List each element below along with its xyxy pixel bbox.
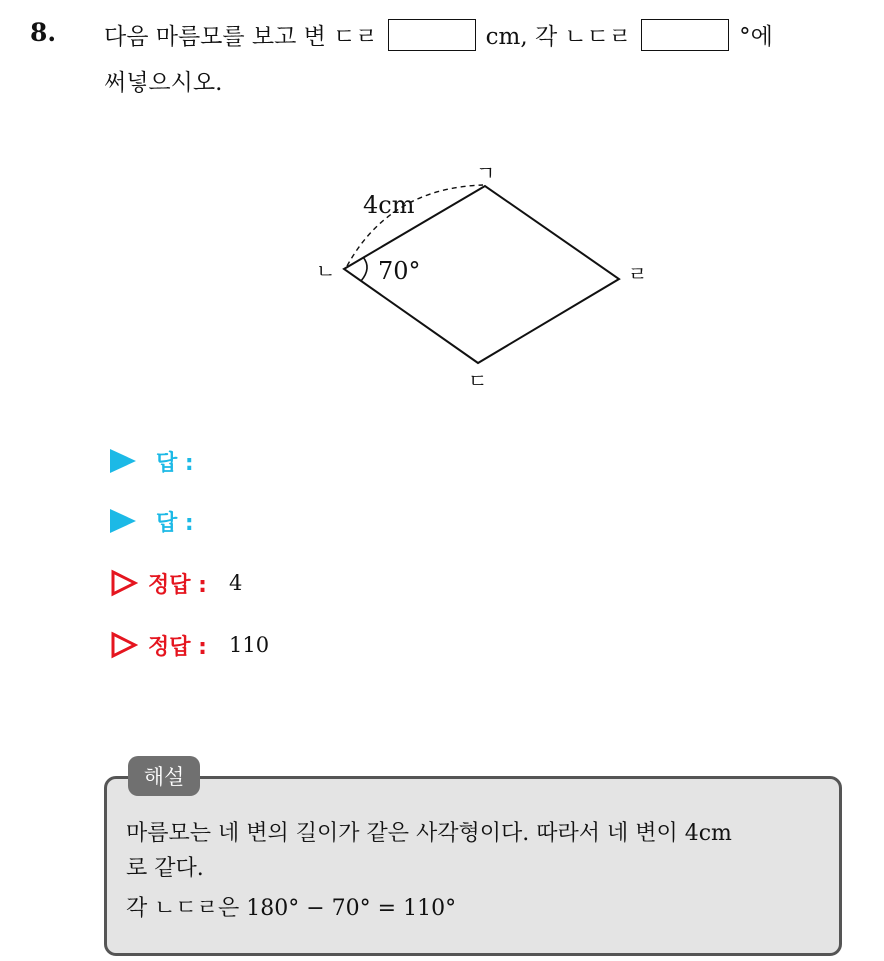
solution-value: 4: [228, 571, 243, 595]
angle-arc: [361, 257, 367, 281]
question-text-part1: 다음 마름모를 보고 변 ㄷㄹ: [104, 24, 378, 50]
play-triangle-icon: [110, 449, 136, 473]
question-text-part2: cm, 각 ㄴㄷㄹ: [485, 24, 632, 50]
question-number: 8.: [30, 18, 57, 47]
solution-label: 정답 :: [148, 634, 207, 660]
question-text-part3: °에: [739, 24, 773, 50]
answer-row-2: [110, 503, 216, 539]
vertex-label-top: ㄱ: [476, 161, 496, 185]
solution-value: 110: [228, 633, 270, 657]
side-length-label: 4cm: [363, 191, 415, 219]
vertex-label-left: ㄴ: [316, 259, 336, 283]
answer-label: 답 :: [156, 510, 194, 536]
vertex-label-bottom: ㄷ: [468, 369, 488, 393]
answer-label: 답 :: [156, 450, 194, 476]
rhombus-figure: [0, 0, 884, 420]
solution-row-2: [110, 627, 269, 663]
explanation-box: [104, 776, 842, 956]
solution-label: 정답 :: [148, 572, 207, 598]
explanation-line3: 각 ㄴㄷㄹ은 180° − 70° = 110°: [126, 896, 457, 921]
outline-triangle-icon: [110, 569, 138, 597]
explanation-tag: 해설: [128, 756, 200, 796]
angle-label: 70°: [378, 257, 421, 285]
answer-row-1: [110, 443, 216, 479]
outline-triangle-icon: [110, 631, 138, 659]
play-triangle-icon: [110, 509, 136, 533]
explanation-line1: 마름모는 네 변의 길이가 같은 사각형이다. 따라서 네 변이 4cm: [126, 821, 732, 846]
question-line2: 써넣으시오.: [104, 70, 223, 96]
solution-row-1: [110, 565, 242, 601]
explanation-line2: 로 같다.: [126, 856, 204, 881]
vertex-label-right: ㄹ: [628, 262, 648, 286]
